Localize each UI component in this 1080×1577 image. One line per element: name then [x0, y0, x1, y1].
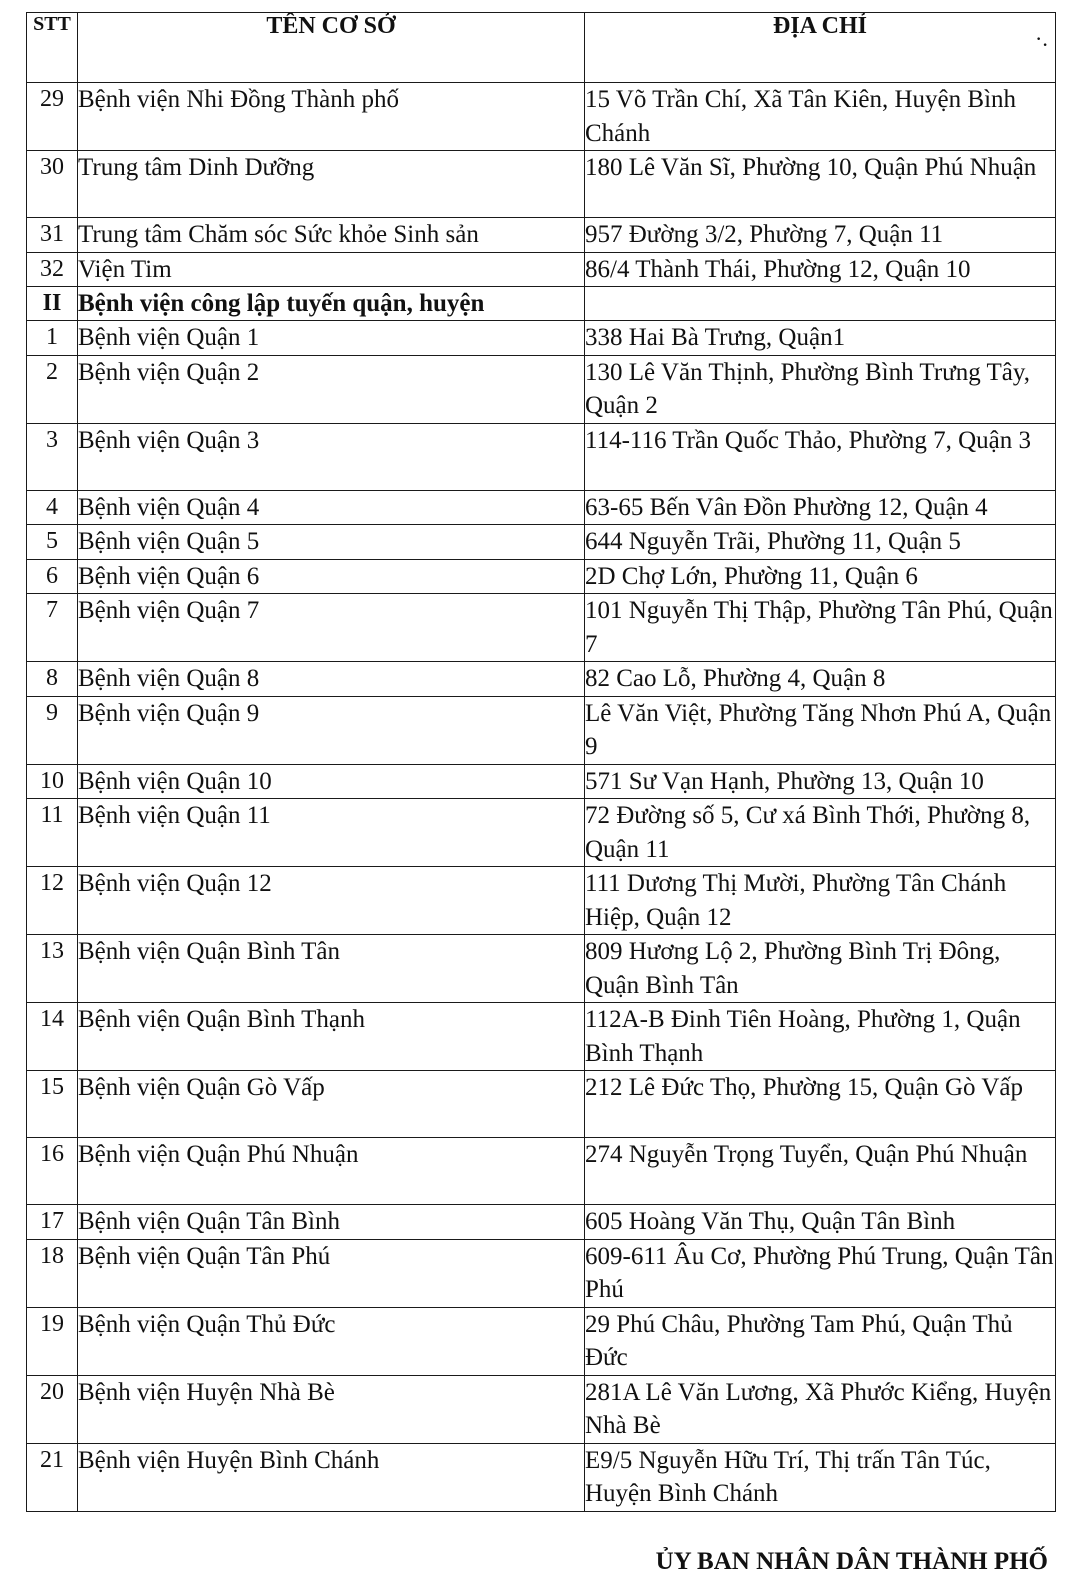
row-name: Bệnh viện Quận 5	[78, 525, 585, 560]
row-stt: 10	[27, 764, 78, 799]
table-header	[27, 13, 1056, 83]
table-row	[27, 559, 1056, 594]
row-address: 86/4 Thành Thái, Phường 12, Quận 10	[585, 252, 1056, 287]
row-name: Bệnh viện Quận 10	[78, 764, 585, 799]
row-name: Bệnh viện Quận Bình Tân	[78, 935, 585, 1003]
row-stt: 1	[27, 321, 78, 356]
row-stt: 20	[27, 1375, 78, 1443]
row-address: 281A Lê Văn Lương, Xã Phước Kiểng, Huyện Nhà Bè	[585, 1375, 1056, 1443]
section-row	[27, 287, 1056, 321]
row-name: Bệnh viện Quận Tân Bình	[78, 1205, 585, 1240]
row-stt: 19	[27, 1307, 78, 1375]
corner-mark: ·.	[1035, 26, 1048, 51]
row-name: Bệnh viện Quận 11	[78, 799, 585, 867]
row-stt: 16	[27, 1138, 78, 1205]
table-body	[27, 83, 1056, 1512]
row-name: Bệnh viện Quận 9	[78, 696, 585, 764]
table-row	[27, 867, 1056, 935]
table-row	[27, 151, 1056, 218]
row-address: 609-611 Âu Cơ, Phường Phú Trung, Quận Tân Phú	[585, 1239, 1056, 1307]
row-stt: 13	[27, 935, 78, 1003]
row-name: Bệnh viện Quận Tân Phú	[78, 1239, 585, 1307]
row-stt: 31	[27, 218, 78, 253]
row-stt: 14	[27, 1003, 78, 1071]
table-row	[27, 594, 1056, 662]
row-stt: 7	[27, 594, 78, 662]
row-stt: 9	[27, 696, 78, 764]
table-row	[27, 696, 1056, 764]
row-address: 809 Hương Lộ 2, Phường Bình Trị Đông, Quận Bình Tân	[585, 935, 1056, 1003]
header-name: TÊN CƠ SỞ	[78, 13, 585, 83]
row-stt: 2	[27, 355, 78, 423]
row-name: Bệnh viện Quận 1	[78, 321, 585, 356]
row-address: 72 Đường số 5, Cư xá Bình Thới, Phường 8, Quận 11	[585, 799, 1056, 867]
row-name: Bệnh viện Quận Bình Thạnh	[78, 1003, 585, 1071]
row-name: Viện Tim	[78, 252, 585, 287]
row-address: 2D Chợ Lớn, Phường 11, Quận 6	[585, 559, 1056, 594]
row-address: Lê Văn Việt, Phường Tăng Nhơn Phú A, Quận 9	[585, 696, 1056, 764]
table-row	[27, 423, 1056, 490]
table-row	[27, 1375, 1056, 1443]
row-address: 957 Đường 3/2, Phường 7, Quận 11	[585, 218, 1056, 253]
row-name: Bệnh viện Quận 12	[78, 867, 585, 935]
row-stt: 3	[27, 423, 78, 490]
row-stt: 12	[27, 867, 78, 935]
row-stt: 6	[27, 559, 78, 594]
row-address: 15 Võ Trần Chí, Xã Tân Kiên, Huyện Bình Chánh	[585, 83, 1056, 151]
table-row	[27, 83, 1056, 151]
row-name: Bệnh viện Quận Gò Vấp	[78, 1071, 585, 1138]
row-address: 212 Lê Đức Thọ, Phường 15, Quận Gò Vấp	[585, 1071, 1056, 1138]
row-address	[585, 287, 1056, 321]
row-address: 101 Nguyễn Thị Thập, Phường Tân Phú, Quận 7	[585, 594, 1056, 662]
table-row	[27, 1443, 1056, 1511]
row-address: 111 Dương Thị Mười, Phường Tân Chánh Hiệp, Quận 12	[585, 867, 1056, 935]
row-name: Bệnh viện Quận 2	[78, 355, 585, 423]
row-stt: 32	[27, 252, 78, 287]
row-name: Bệnh viện Huyện Nhà Bè	[78, 1375, 585, 1443]
row-name: Bệnh viện công lập tuyến quận, huyện	[78, 287, 585, 321]
table-row	[27, 525, 1056, 560]
table-row	[27, 764, 1056, 799]
row-name: Bệnh viện Quận Phú Nhuận	[78, 1138, 585, 1205]
row-address: E9/5 Nguyễn Hữu Trí, Thị trấn Tân Túc, Huyện Bình Chánh	[585, 1443, 1056, 1511]
table-row	[27, 490, 1056, 525]
row-name: Trung tâm Dinh Dưỡng	[78, 151, 585, 218]
row-stt: 8	[27, 662, 78, 697]
header-address: ĐỊA CHỈ	[585, 13, 1056, 83]
table-row	[27, 662, 1056, 697]
row-address: 82 Cao Lỗ, Phường 4, Quận 8	[585, 662, 1056, 697]
row-stt: 21	[27, 1443, 78, 1511]
row-stt: 17	[27, 1205, 78, 1240]
table-row	[27, 1239, 1056, 1307]
row-name: Bệnh viện Quận 7	[78, 594, 585, 662]
table-row	[27, 252, 1056, 287]
row-stt: 30	[27, 151, 78, 218]
row-address: 114-116 Trần Quốc Thảo, Phường 7, Quận 3	[585, 423, 1056, 490]
table-row	[27, 321, 1056, 356]
table-row	[27, 218, 1056, 253]
row-name: Bệnh viện Quận 4	[78, 490, 585, 525]
row-stt: 15	[27, 1071, 78, 1138]
row-name: Bệnh viện Nhi Đồng Thành phố	[78, 83, 585, 151]
row-stt: 4	[27, 490, 78, 525]
row-address: 338 Hai Bà Trưng, Quận1	[585, 321, 1056, 356]
table-row	[27, 935, 1056, 1003]
row-stt: 18	[27, 1239, 78, 1307]
row-address: 274 Nguyễn Trọng Tuyển, Quận Phú Nhuận	[585, 1138, 1056, 1205]
row-name: Bệnh viện Quận Thủ Đức	[78, 1307, 585, 1375]
row-address: 112A-B Đinh Tiên Hoàng, Phường 1, Quận Bình Thạnh	[585, 1003, 1056, 1071]
row-address: 63-65 Bến Vân Đồn Phường 12, Quận 4	[585, 490, 1056, 525]
table-row	[27, 1138, 1056, 1205]
row-name: Trung tâm Chăm sóc Sức khỏe Sinh sản	[78, 218, 585, 253]
table-row	[27, 1003, 1056, 1071]
header-stt: STT	[27, 13, 78, 83]
header-row	[27, 13, 1056, 83]
row-address: 29 Phú Châu, Phường Tam Phú, Quận Thủ Đức	[585, 1307, 1056, 1375]
table-row	[27, 799, 1056, 867]
row-stt: 29	[27, 83, 78, 151]
signature-heading: ỦY BAN NHÂN DÂN THÀNH PHỐ	[655, 1548, 1048, 1575]
row-name: Bệnh viện Quận 3	[78, 423, 585, 490]
row-address: 605 Hoàng Văn Thụ, Quận Tân Bình	[585, 1205, 1056, 1240]
row-address: 130 Lê Văn Thịnh, Phường Bình Trưng Tây, Quận 2	[585, 355, 1056, 423]
row-address: 644 Nguyễn Trãi, Phường 11, Quận 5	[585, 525, 1056, 560]
row-name: Bệnh viện Quận 8	[78, 662, 585, 697]
row-stt: II	[27, 287, 78, 321]
row-name: Bệnh viện Huyện Bình Chánh	[78, 1443, 585, 1511]
table-row	[27, 1205, 1056, 1240]
row-stt: 5	[27, 525, 78, 560]
table-row	[27, 355, 1056, 423]
row-stt: 11	[27, 799, 78, 867]
row-address: 180 Lê Văn Sĩ, Phường 10, Quận Phú Nhuận	[585, 151, 1056, 218]
table-row	[27, 1071, 1056, 1138]
table-row	[27, 1307, 1056, 1375]
facility-table	[26, 12, 1056, 1512]
row-name: Bệnh viện Quận 6	[78, 559, 585, 594]
row-address: 571 Sư Vạn Hạnh, Phường 13, Quận 10	[585, 764, 1056, 799]
